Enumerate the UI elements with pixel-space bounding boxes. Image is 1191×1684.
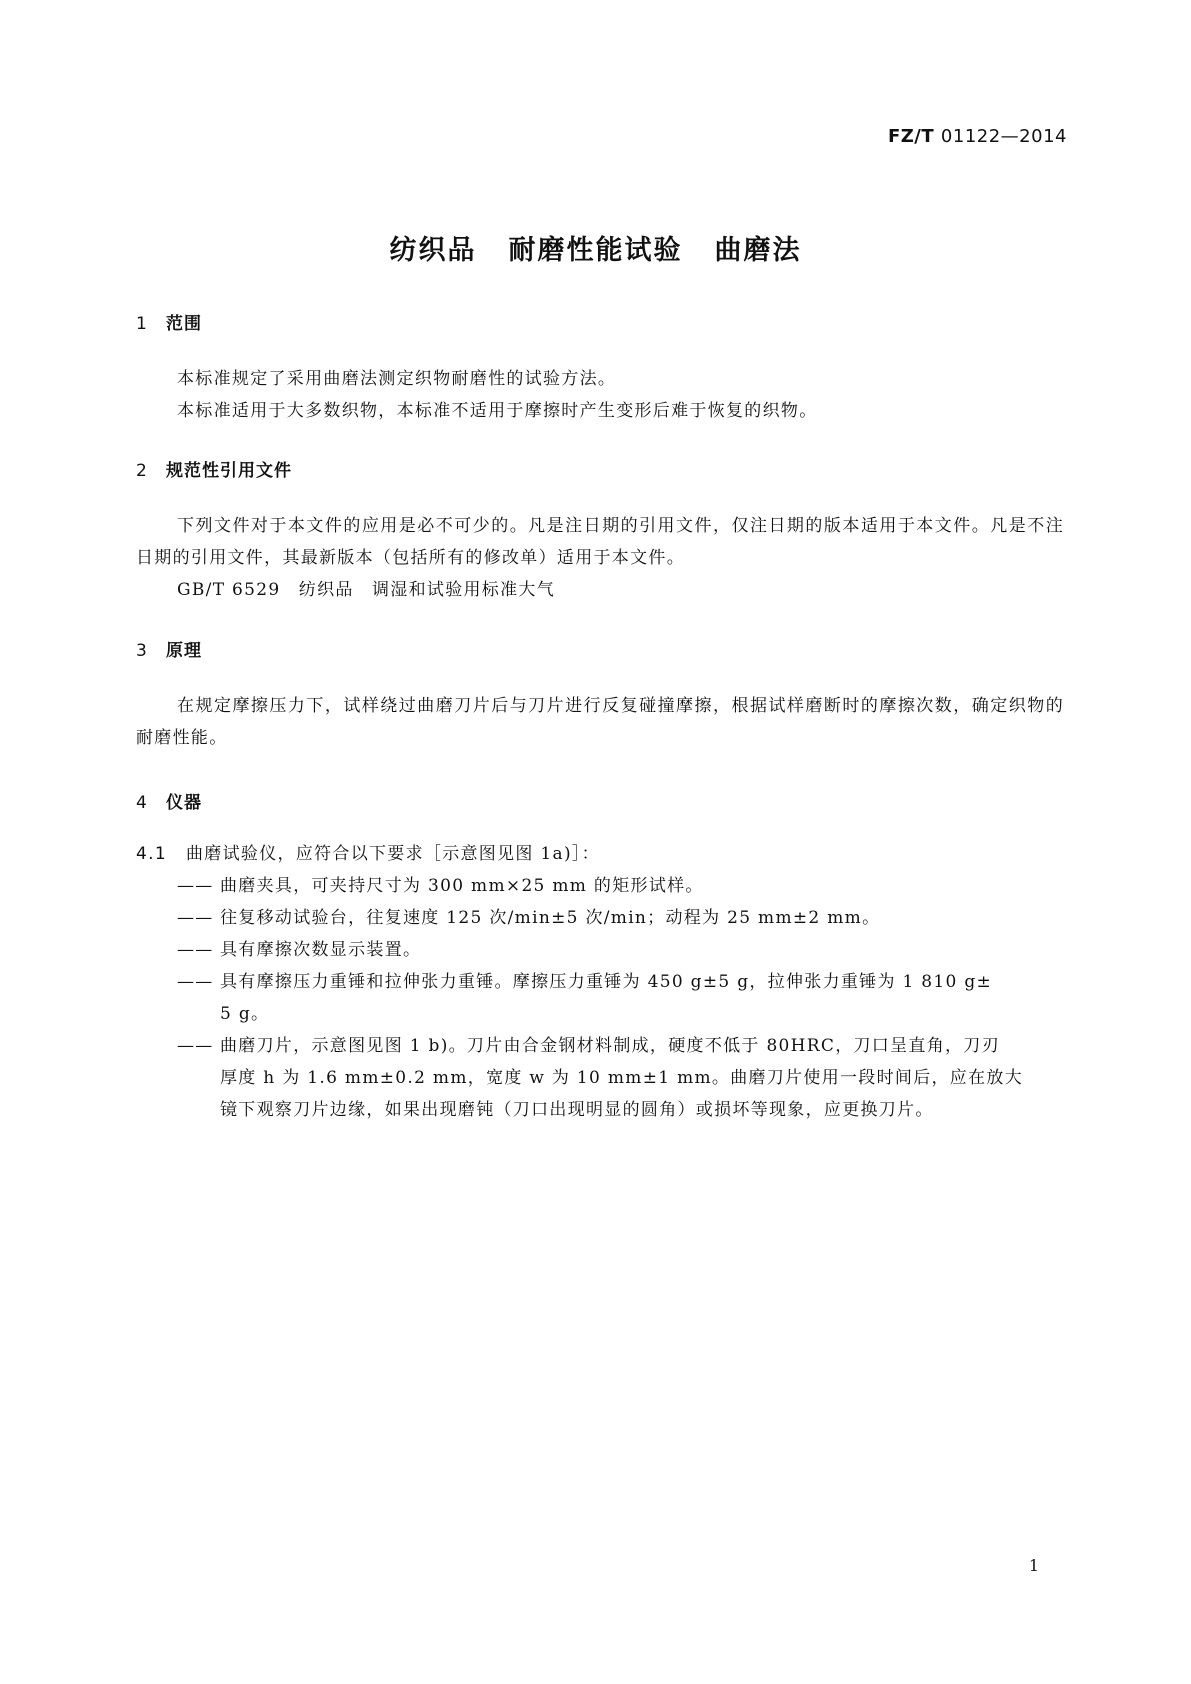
section-number: 2 bbox=[136, 461, 148, 481]
paragraph-line: 本标准规定了采用曲磨法测定织物耐磨性的试验方法。 bbox=[177, 369, 617, 389]
paragraph: 下列文件对于本文件的应用是必不可少的。凡是注日期的引用文件，仅注日期的版本适用于本文件。凡是不注日期的引用文件，其最新版本（包括所有的修改单）适用于本文件。 bbox=[136, 516, 1064, 568]
section-title: 规范性引用文件 bbox=[166, 461, 292, 481]
section-number: 3 bbox=[136, 641, 148, 661]
dash-marker: —— bbox=[177, 1036, 214, 1056]
dash-marker: —— bbox=[177, 908, 214, 928]
section-number: 1 bbox=[136, 314, 148, 334]
list-item bbox=[177, 934, 1064, 966]
section-2-heading bbox=[136, 456, 292, 481]
paragraph: 在规定摩擦压力下，试样绕过曲磨刀片后与刀片进行反复碰撞摩擦，根据试样磨断时的摩擦次数，确定织物的耐磨性能。 bbox=[136, 696, 1064, 748]
page-number: 1 bbox=[1028, 1556, 1039, 1575]
list-item-text: 曲磨刀片，示意图见图 1 b)。刀片由合金钢材料制成，硬度不低于 80HRC，刀口呈直角，刀刃 bbox=[220, 1036, 1000, 1056]
section-1-heading bbox=[136, 309, 202, 334]
title-part-2: 耐磨性能试验 bbox=[508, 235, 683, 266]
document-title bbox=[0, 228, 1191, 267]
clause-4-1 bbox=[136, 838, 600, 870]
clause-text: 曲磨试验仪，应符合以下要求［示意图见图 1a)］： bbox=[186, 844, 600, 864]
section-title: 仪器 bbox=[166, 793, 202, 813]
section-title: 原理 bbox=[166, 641, 202, 661]
section-title: 范围 bbox=[166, 314, 202, 334]
title-part-1: 纺织品 bbox=[389, 235, 477, 266]
list-item bbox=[177, 966, 1064, 1030]
standard-prefix: FZ/T bbox=[887, 126, 935, 147]
list-item bbox=[177, 902, 1064, 934]
list-item-text: 具有摩擦压力重锤和拉伸张力重锤。摩擦压力重锤为 450 g±5 g，拉伸张力重锤为 1 810 g± bbox=[220, 972, 993, 992]
standard-number bbox=[888, 126, 1067, 147]
list-item-text: 曲磨夹具，可夹持尺寸为 300 mm×25 mm 的矩形试样。 bbox=[220, 876, 704, 896]
dash-marker: —— bbox=[177, 876, 214, 896]
section-3-heading bbox=[136, 636, 202, 661]
section-1-body bbox=[136, 363, 1064, 427]
list-item-text: 往复移动试验台，往复速度 125 次/min±5 次/min；动程为 25 mm±2 mm。 bbox=[220, 908, 881, 928]
dash-marker: —— bbox=[177, 940, 214, 960]
dash-marker: —— bbox=[177, 972, 214, 992]
section-2-body bbox=[136, 510, 1064, 606]
section-4-heading bbox=[136, 788, 202, 813]
list-item-text: 具有摩擦次数显示装置。 bbox=[220, 940, 422, 960]
paragraph-line: 本标准适用于大多数织物，本标准不适用于摩擦时产生变形后难于恢复的织物。 bbox=[177, 401, 818, 421]
list-item-text-continued: 厚度 h 为 1.6 mm±0.2 mm，宽度 w 为 10 mm±1 mm。曲磨刀片使用一段时间后，应在放大 bbox=[220, 1068, 1024, 1088]
list-item-text-continued: 5 g。 bbox=[220, 1004, 270, 1024]
section-number: 4 bbox=[136, 793, 148, 813]
normative-reference: GB/T 6529 纺织品 调湿和试验用标准大气 bbox=[177, 580, 556, 600]
clause-number: 4.1 bbox=[136, 844, 167, 864]
standard-code: 01122—2014 bbox=[940, 126, 1067, 147]
list-item bbox=[177, 1030, 1064, 1126]
list-item-text-continued: 镜下观察刀片边缘，如果出现磨钝（刀口出现明显的圆角）或损坏等现象，应更换刀片。 bbox=[220, 1100, 934, 1120]
list-item bbox=[177, 870, 1064, 902]
title-part-3: 曲磨法 bbox=[714, 235, 802, 266]
section-3-body bbox=[136, 690, 1064, 754]
